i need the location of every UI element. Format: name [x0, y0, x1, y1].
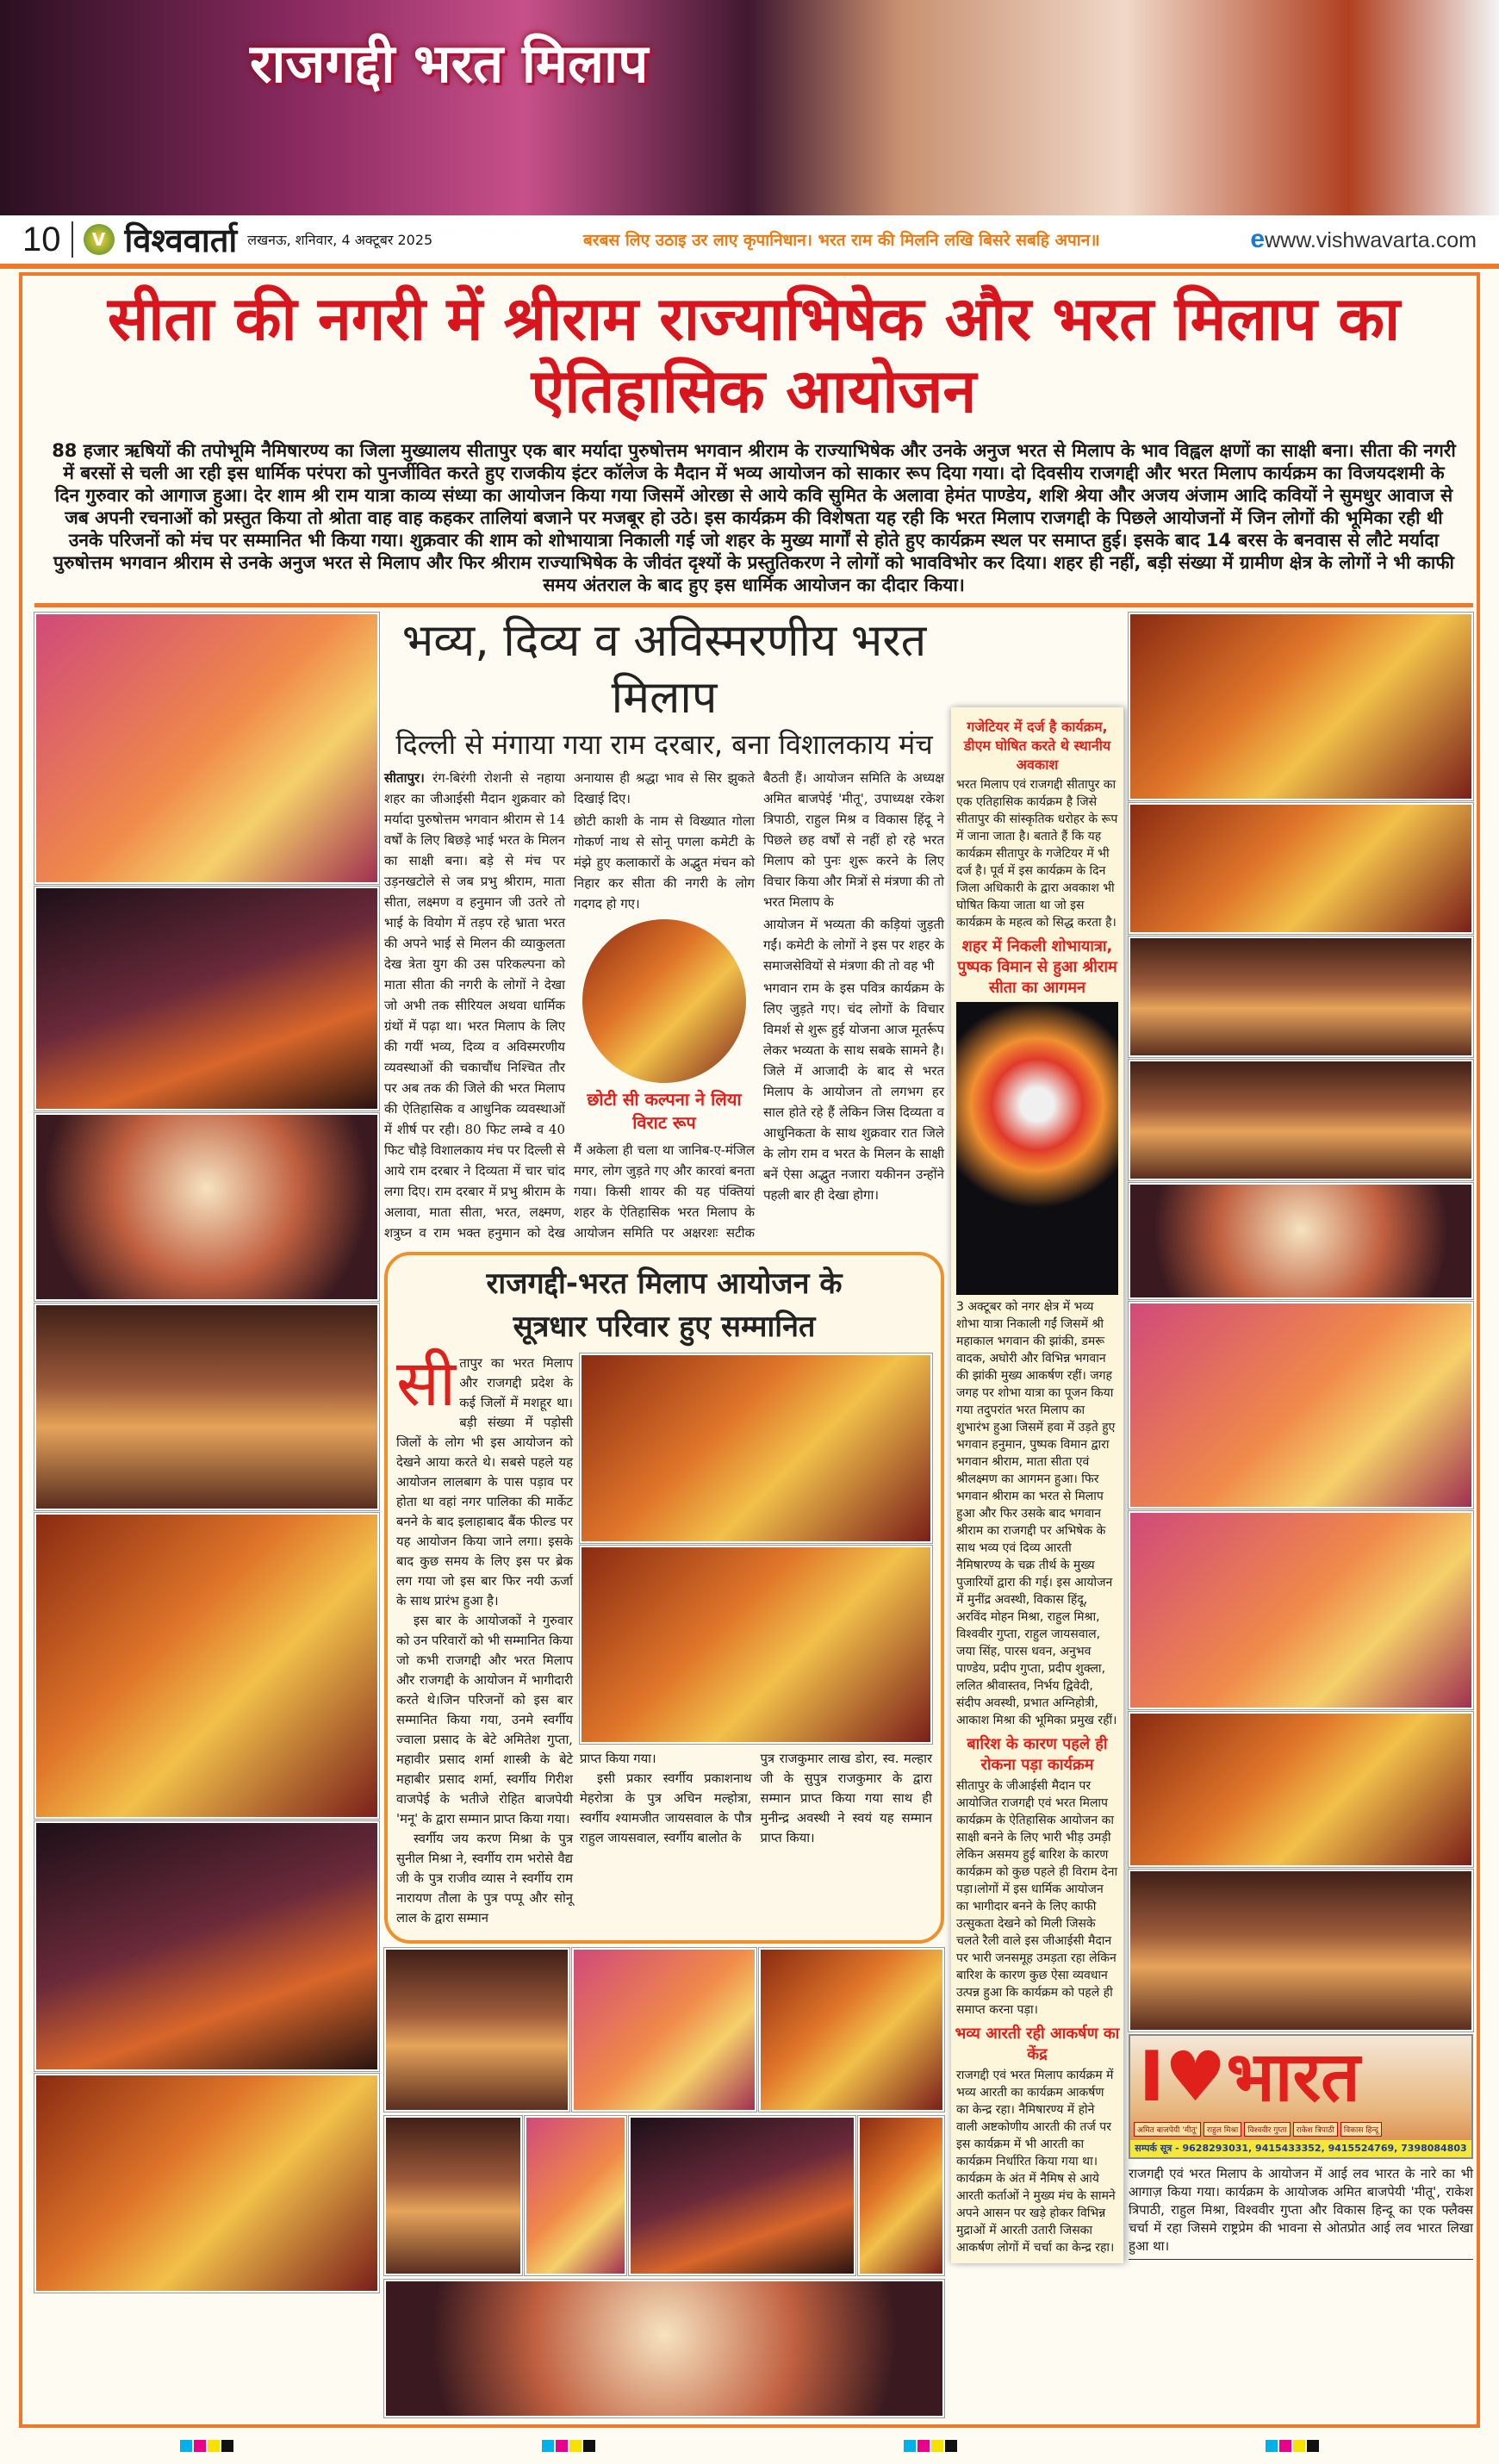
center-column [384, 613, 944, 2417]
photo-felicitation [34, 2074, 379, 2293]
photo-orange-turbans [1129, 613, 1473, 800]
photo-grid-row-1 [384, 1948, 944, 2112]
photo-stage-wide [384, 2280, 944, 2417]
sub-article-body [396, 1347, 932, 1928]
photo-stage-guests [1129, 1183, 1473, 1299]
divider [0, 264, 1499, 269]
color-registration-marks [1266, 2440, 1319, 2452]
heart-icon: ♥ [1164, 2037, 1227, 2117]
ad-text-bharat: भारत [1226, 2037, 1360, 2117]
photo-ram-darbar [34, 613, 379, 884]
color-registration-marks [180, 2440, 233, 2452]
photo-dignitaries [1129, 1060, 1473, 1180]
page-frame [19, 272, 1480, 2428]
column-text: इसी प्रकार स्वर्गीय प्रकाशनाथ मेहरोत्रा के पुत्र अचिन मल्होत्रा, स्वर्गीय श्यामजीत जायसवाल के पौत्र राहुल जायसवाल, स्वर्गीय बालोत के [580, 1771, 752, 1845]
registration-marks-row [26, 2440, 1473, 2452]
column-text: आयोजन में भव्यता की कड़ियां जुड़ती गईं। कमेटी के लोगों ने इस पर शहर के समाजसेवियों से मंत्रणा की तो वह भी [763, 917, 944, 974]
sidebar-text: राजगद्दी एवं भरत मिलाप कार्यक्रम में भव्य आरती का कार्यक्रम आकर्षण का केन्द्र रहा। नैमिषारण्य में होने वाली अष्टकोणीय आरती की तर्ज पर इस कार्यक्रम में भी आरती का कार्यक्रम निर्धारित किया गया था। कार्यक्रम के अंत में नैमिष से आये आरती कर्ताओं ने मुख्य मंच के सामने अपने आसन पर खड़े होकर विभिन्न मुद्राओं में आरती उतारी जिसका आकर्षण लोगों में चर्चा का केन्द्र रहा। [956, 2069, 1116, 2255]
website-url: www.vishwavarta.com [1265, 228, 1477, 252]
left-photo-column [34, 613, 379, 2293]
ie-e-icon: e [1250, 225, 1266, 253]
slogan: बरबस लिए उठाइ उर लाए कृपानिधान। भरत राम की मिलनि लखि बिसरे सबहि अपान॥ [582, 231, 1100, 250]
sidebar-heading: बारिश के कारण पहले ही रोकना पड़ा कार्यक्रम [967, 1735, 1108, 1774]
ad-names [1130, 2119, 1471, 2140]
intro-paragraph: 88 हजार ऋषियों की तपोभूमि नैमिषारण्य का जिला मुख्यालय सीतापुर एक बार मर्यादा पुरुषोत्तम भगवान श्रीराम के राज्याभिषेक और उनके अनुज भरत से मिलाप के भाव विह्वल क्षणों का साक्षी बना। सीता की नगरी में बरसों से चली आ रही इस धार्मिक परंपरा को पुनर्जीवित करते हुए राजकीय इंटर कॉलेज के मैदान में भव्य आयोजन को साकार रूप दिया गया। दो दिवसीय राजगद्दी और भरत मिलाप कार्यक्रम का विजयदशमी के दिन गुरुवार को आगाज हुआ। देर शाम श्री राम यात्रा काव्य संध्या का आयोजन किया गया जिसमें ओरछा से आये कवि सुमित के अलावा हेमंत पाण्डेय, शशि श्रेया और अजय अंजाम आदि कवियों ने सुमधुर आवाज से जब अपनी रचनाओं को प्रस्तुत किया तो श्रोता वाह वाह कहकर तालियां बजाने पर मजबूर हो उठे। इस कार्यक्रम की विशेषता यह रही कि भरत मिलाप राजगद्दी के पिछले आयोजनों में जिन लोगों की भूमिका रही थी उनके परिजनों को मंच पर सम्मानित भी किया गया। शुक्रवार की शाम को शोभायात्रा निकाली गई जो शहर के मुख्य मार्गों से होते हुए कार्यक्रम स्थल पर समाप्त हुई। इसके बाद 14 बरस के बनवास से लौटे मर्यादा पुरुषोत्तम भगवान श्रीराम से उनके अनुज भरत से मिलाप और फिर श्रीराम राज्याभिषेक के जीवंत दृश्यों के प्रस्तुतिकरण ने लोगों को भावविभोर कर दिया। शहर ही नहीं, बड़ी संख्या में ग्रामीण क्षेत्र के लोगों ने भी काफी समय अंतराल के बाद हुए इस धार्मिक आयोजन का दीदार किया। [52, 440, 1456, 595]
photo-performer-costume [34, 1513, 379, 1819]
photo-stage-tableau [34, 887, 379, 1111]
article-title: भव्य, दिव्य व अविस्मरणीय भरत मिलाप [401, 615, 927, 724]
i-love-bharat-flex [1129, 2034, 1473, 2159]
sub-article-column-2 [580, 1749, 752, 1848]
ad-person-name: राहुल मिश्रा [1204, 2122, 1241, 2137]
sidebar-text: सीतापुर के जीआईसी मैदान पर आयोजित राजगद्दी एवं भरत मिलाप कार्यक्रम के ऐतिहासिक आयोजन का साक्षी बनने के लिए भारी भीड़ उमड़ी लेकिन असमय हुई बारिश के कारण कार्यक्रम को कुछ पहले ही विराम देना पड़ा।लोगों में इस धार्मिक आयोजन का भागीदार बनने के लिए काफी उत्सुकता देखने को मिली जिसके चलते रैली वाले इस जीआईसी मैदान पर भारी जनसमूह उमड़ता रहा लेकिन बारिश के कारण कुछ ऐसा व्यवधान उत्पन्न हुआ कि कार्यक्रम को पहले ही समाप्त करना पड़ा। [956, 1779, 1118, 2017]
divider [34, 603, 1473, 607]
sub-article-right [580, 1353, 932, 1928]
column-text: तापुर का भरत मिलाप और राजगद्दी प्रदेश के कई जिलों में मशहूर था। बड़ी संख्या में पड़ोसी जिलों के लोग भी इस आयोजन को देखने आया करते थे। सबसे पहले यह आयोजन लालबाग के पास पड़ाव पर होता था वहां नगर पालिका की मार्केट बनने के बाद इलाहाबाद बैंक फील्ड पर यह आयोजन किया जाने लगा। इसके बाद कुछ समय के लिए इस पर ब्रेक लग गया जो इस बार फिर नयी ऊर्जा के साथ प्रारंभ हुआ है। [396, 1356, 573, 1608]
sub-article-column-1 [396, 1347, 573, 1928]
drop-cap: सी [396, 1347, 457, 1421]
color-registration-marks [904, 2440, 957, 2452]
photo-grid-row-3 [384, 2280, 944, 2417]
article-subtitle: दिल्ली से मंगाया गया राम दरबार, बना विशालकाय मंच [395, 728, 933, 761]
sidebar-heading: भव्य आरती रही आकर्षण का केंद्र [955, 2025, 1120, 2063]
article-body [384, 768, 944, 1243]
column-text: इस बार के आयोजकों ने गुरुवार को उन परिवारों को भी सम्मानित किया जो कभी राजगद्दी और भरत मिलाप और राजगद्दी के आयोजन में भागीदारी करते थे।जिन परिजनों को इस बार सम्मानित किया गया, उनमे स्वर्गीय ज्वाला प्रसाद के बेटे अमितेश गुप्ता, महावीर प्रसाद शर्मा शास्त्री के बेटे महाबीर प्रसाद शर्मा, स्वर्गीय गिरीश वाजपेई के भतीजे रोहित बाजपेयी 'मनू' के द्वारा सम्मान प्राप्त किया गया। [396, 1614, 573, 1826]
column-text: मैं अकेला ही चला था जानिब-ए-मंजिल मगर, लोग जुड़ते गए और कारवां बनता गया। किसी शायर की यह पंक्तियां शहर के ऐतिहासिक भरत मिलाप के आयोजन समिति पर अक्षरशः सटीक बैठती हैं। आयोजन समिति के अध्यक्ष अमित बाजपेई 'मीतू', उपाध्यक्ष रकेश त्रिपाठी, राहुल मिश्र व विकास हिंदू ने पिछले छह वर्षों से नहीं हो रहे भरत मिलाप को पुनः शुरू करने के लिए विचार किया और मित्रों से मंत्रणा की तो भरत मिलाप के [574, 770, 944, 1241]
ad-person-name: अमित बाजपेयी 'मीतू' [1134, 2122, 1201, 2137]
column-text: प्राप्त किया गया। [580, 1752, 656, 1766]
sidebar-heading: शहर में निकली शोभायात्रा, पुष्पक विमान से हुआ श्रीराम सीता का आगमन [957, 937, 1117, 997]
sub-article-title-2: सूत्रधार परिवार हुए सम्मानित [513, 1310, 816, 1344]
ad-person-name: विश्ववीर गुप्ता [1244, 2122, 1290, 2137]
banner-title: राजगद्दी भरत मिलाप [250, 32, 649, 95]
column-text: स्वर्गीय जय करण मिश्रा के पुत्र सुनील मिश्रा ने, स्वर्गीय राम भरोसे वैद्य जी के पुत्र राजीव व्यास ने स्वर्गीय राम नारायण तौला के पुत्र पप्पू और सोनू लाल के द्वारा सम्मान [396, 1832, 573, 1926]
divider [72, 221, 73, 258]
photo-crowd [1129, 936, 1473, 1057]
ad-text-i: I [1139, 2037, 1165, 2117]
ad-title [1130, 2036, 1471, 2119]
column-text: भगवान राम के इस पवित्र कार्यक्रम के लिए जुड़ते गए। चंद लोगों के विचार विमर्श से शुरू हुई योजना आज मूतर्रूप लेकर भव्यता के साथ सबके सामने है। जिले में आजादी के बाद से भरत मिलाप के आयोजन तो लगभग हर साल होते रहे हैं लेकिन जिस दिव्यता व आधुनिकता के साथ शुक्रवार रात जिले के लोग राम व भरत के मिलन के साक्षी बनें ऐसा अद्भुत नजारा यकीनन उन्होंने पहली बार ही देखा होगा। [763, 980, 944, 1203]
ad-contact: सम्पर्क सूत्र - 9628293031, 9415433352, 9415524769, 7398084803 [1130, 2140, 1471, 2157]
sub-article-title-1: राजगद्दी-भरत मिलाप आयोजन के [486, 1266, 843, 1301]
photo-guest-2 [572, 1948, 757, 2112]
photo-priest [858, 2116, 944, 2275]
column-text: छोटी काशी के नाम से विख्यात गोला गोकर्ण नाथ से सोनू पगला कमेटी के मंझे हुए कलाकारों के अद्भुत मंचन को निहार कर सीता की नगरी के लोग गदगद हो गए। [574, 813, 755, 912]
photo-seated-audience [1129, 1870, 1473, 2032]
sub-article-box [384, 1252, 944, 1944]
photo-hanuman-flying [956, 1002, 1118, 1295]
website-link[interactable] [1250, 225, 1477, 254]
ad-caption: राजगद्दी एवं भरत मिलाप के आयोजन में आई लव भारत के नारे का भी आगाज़ किया गया। कार्यक्रम के आयोजक अमित बाजपेयी 'मीतू', राकेश त्रिपाठी, राहुल मिश्रा, विश्ववीर गुप्ता और विकास हिन्दू का एक फ्लैक्स चर्चा में रहा जिसमे राष्ट्रप्रेम की भावना से ओतप्रोत आई लव भारत लिखा हुआ था। [1129, 2162, 1473, 2260]
city-date: लखनऊ, शनिवार, 4 अक्टूबर 2025 [247, 232, 433, 248]
top-banner-photo [0, 0, 1499, 215]
photo-singer-1 [384, 2116, 522, 2275]
photo-women-guests [1129, 1302, 1473, 1509]
logo-icon: V [84, 224, 115, 255]
photo-honoring-1 [580, 1353, 932, 1543]
dateline: सीतापुर। [384, 770, 425, 786]
photo-guest-3 [759, 1948, 944, 2112]
sidebar-text: 3 अक्टूबर को नगर क्षेत्र में भव्य शोभा यात्रा निकाली गईं जिसमें श्री महाकाल भगवान की झांकी, डमरू वादक, अघोरी और विभिन्न भगवान की झांकी मुख्य आकर्षण रहीं। जगह जगह पर शोभा यात्रा का पूजन किया गया तदुपरांत भरत मिलाप का शुभारंभ हुआ जिसमें हवा में उड़ते हुए भगवान हनुमान, पुष्पक विमान द्वारा भगवान श्रीराम, माता सीता एवं श्रीलक्ष्मण का आगमन हुआ। फिर भगवान श्रीराम का भरत से मिलाप हुआ और फिर उसके बाद भगवान श्रीराम का राजगद्दी पर अभिषेक के साथ भव्य एवं दिव्य आरती नैमिषारण्य के चक्र तीर्थ के मुख्य पुजारियों द्वारा की गई। इस आयोजन में मुनींद्र अवस्थी, विकास हिंदू, अरविंद मोहन मिश्रा, राहुल मिश्रा, विश्ववीर गुप्ता, राहुल जायसवाल, जया सिंह, पारस धवन, अनुभव पाण्डेय, प्रदीप गुप्ता, प्रदीप शुक्ला, ललित श्रीवास्तव, निर्भय द्विवेदी, संदीप अवस्थी, प्रभात अग्निहोत्री, आकाश मिश्रा की भूमिका प्रमुख रहीं। [956, 1300, 1117, 1727]
color-registration-marks [542, 2440, 595, 2452]
photo-aarti [34, 1821, 379, 2071]
photo-organizers [1129, 803, 1473, 934]
photo-poet [629, 2116, 855, 2275]
photo-honoring-2 [580, 1546, 932, 1744]
photo-women-bouquet [1129, 1511, 1473, 1709]
sidebar-text: भरत मिलाप एवं राजगद्दी सीतापुर का एक एतिहासिक कार्यक्रम है जिसे सीतापुर की सांस्कृतिक धरोहर के रूप में जाना जाता है। बताते हैं कि यह कार्यक्रम सीतापुर के गजेटियर में भी दर्ज है। पूर्व में इस कार्यक्रम के दिन जिला अधिकारी के द्वारा अवकाश भी घोषित किया जाता था जो इस कार्यक्रम के महत्व को सिद्ध करता है। [956, 778, 1118, 930]
masthead [0, 215, 1499, 264]
photo-performers [34, 1113, 379, 1301]
photo-drummers-circle [582, 919, 746, 1083]
newspaper-name: विश्ववार्ता [124, 221, 238, 259]
pull-quote: छोटी सी कल्पना ने लिया विराट रूप [587, 1089, 742, 1133]
sidebar-box [951, 707, 1123, 2263]
photo-guest-1 [384, 1948, 569, 2112]
main-headline: सीता की नगरी में श्रीराम राज्याभिषेक और भरत मिलाप का ऐतिहासिक आयोजन [107, 283, 1401, 426]
main-content [34, 613, 1473, 2417]
page-number: 10 [22, 220, 61, 258]
photo-grid-row-2 [384, 2116, 944, 2275]
sub-article-column-3: पुत्र राजकुमार लाख डोरा, स्व. मल्हार जी के सुपुत्र राजकुमार के द्वारा सम्मान प्राप्त किया गया साथ ही मुनीन्द्र अवस्थी ने स्वयं यह सम्मान प्राप्त किया। [760, 1752, 932, 1845]
photo-audience [34, 1304, 379, 1510]
right-photo-column [1129, 613, 1473, 2260]
sidebar-heading: गजेटियर में दर्ज है कार्यक्रम, डीएम घोषित करते थे स्थानीय अवकाश [963, 719, 1111, 773]
photo-aarti-priests [1129, 1712, 1473, 1867]
ad-person-name: राकेश त्रिपाठी [1293, 2122, 1338, 2137]
center-area [384, 613, 1123, 2417]
sub-article-lower-columns [580, 1749, 932, 1848]
column-text: रंग-बिरंगी रोशनी से नहाया शहर का जीआईसी मैदान शुक्रवार को मर्यादा पुरुषोत्तम भगवान श्रीराम से 14 वर्षों के लिए बिछड़े भाई भरत के मिलन का साक्षी बना। बड़े से मंच पर उड़नखटोले से जब प्रभु श्रीराम, माता सीता, लक्ष्मण व हनुमान जी उतरे तो भाई के वियोग में तड़प रहे भ्राता भरत की अपने भाई से मिलन की व्याकुलता देख त्रेता युग की उस परिकल्पना को माता सीता की नगरी के लोगों ने देखा जो अभी तक सीरियल अथवा धार्मिक ग्रंथों में पढ़ा था। भरत मिलाप के लिए की गयीं भव्य, दिव्य व अविस्मरणीय व्यवस्थाओं की चकाचौंध निश्चित तौर पर अब तक की जिले की भरत मिलाप की ऐतिहासिक व आधुनिक व्यवस्थाओं में शीर्ष पर रही। 80 फिट लम्बे व 40 फिट चौड़े विशालकाय मंच पर दिल्ली से आये राम दरबार ने दिव्यता में चार चांद लगा दिए। राम दरबार में प्रभु श्रीराम के अलावा, माता सीता, भरत, लक्ष्मण, शत्रुघ्न व राम भक्त हनुमान को देख अनायास ही श्रद्धा भाव से सिर झुकते दिखाई दिए। [384, 770, 755, 1241]
ad-person-name: विकास हिन्दू [1340, 2122, 1382, 2137]
photo-singer-2 [525, 2116, 626, 2275]
